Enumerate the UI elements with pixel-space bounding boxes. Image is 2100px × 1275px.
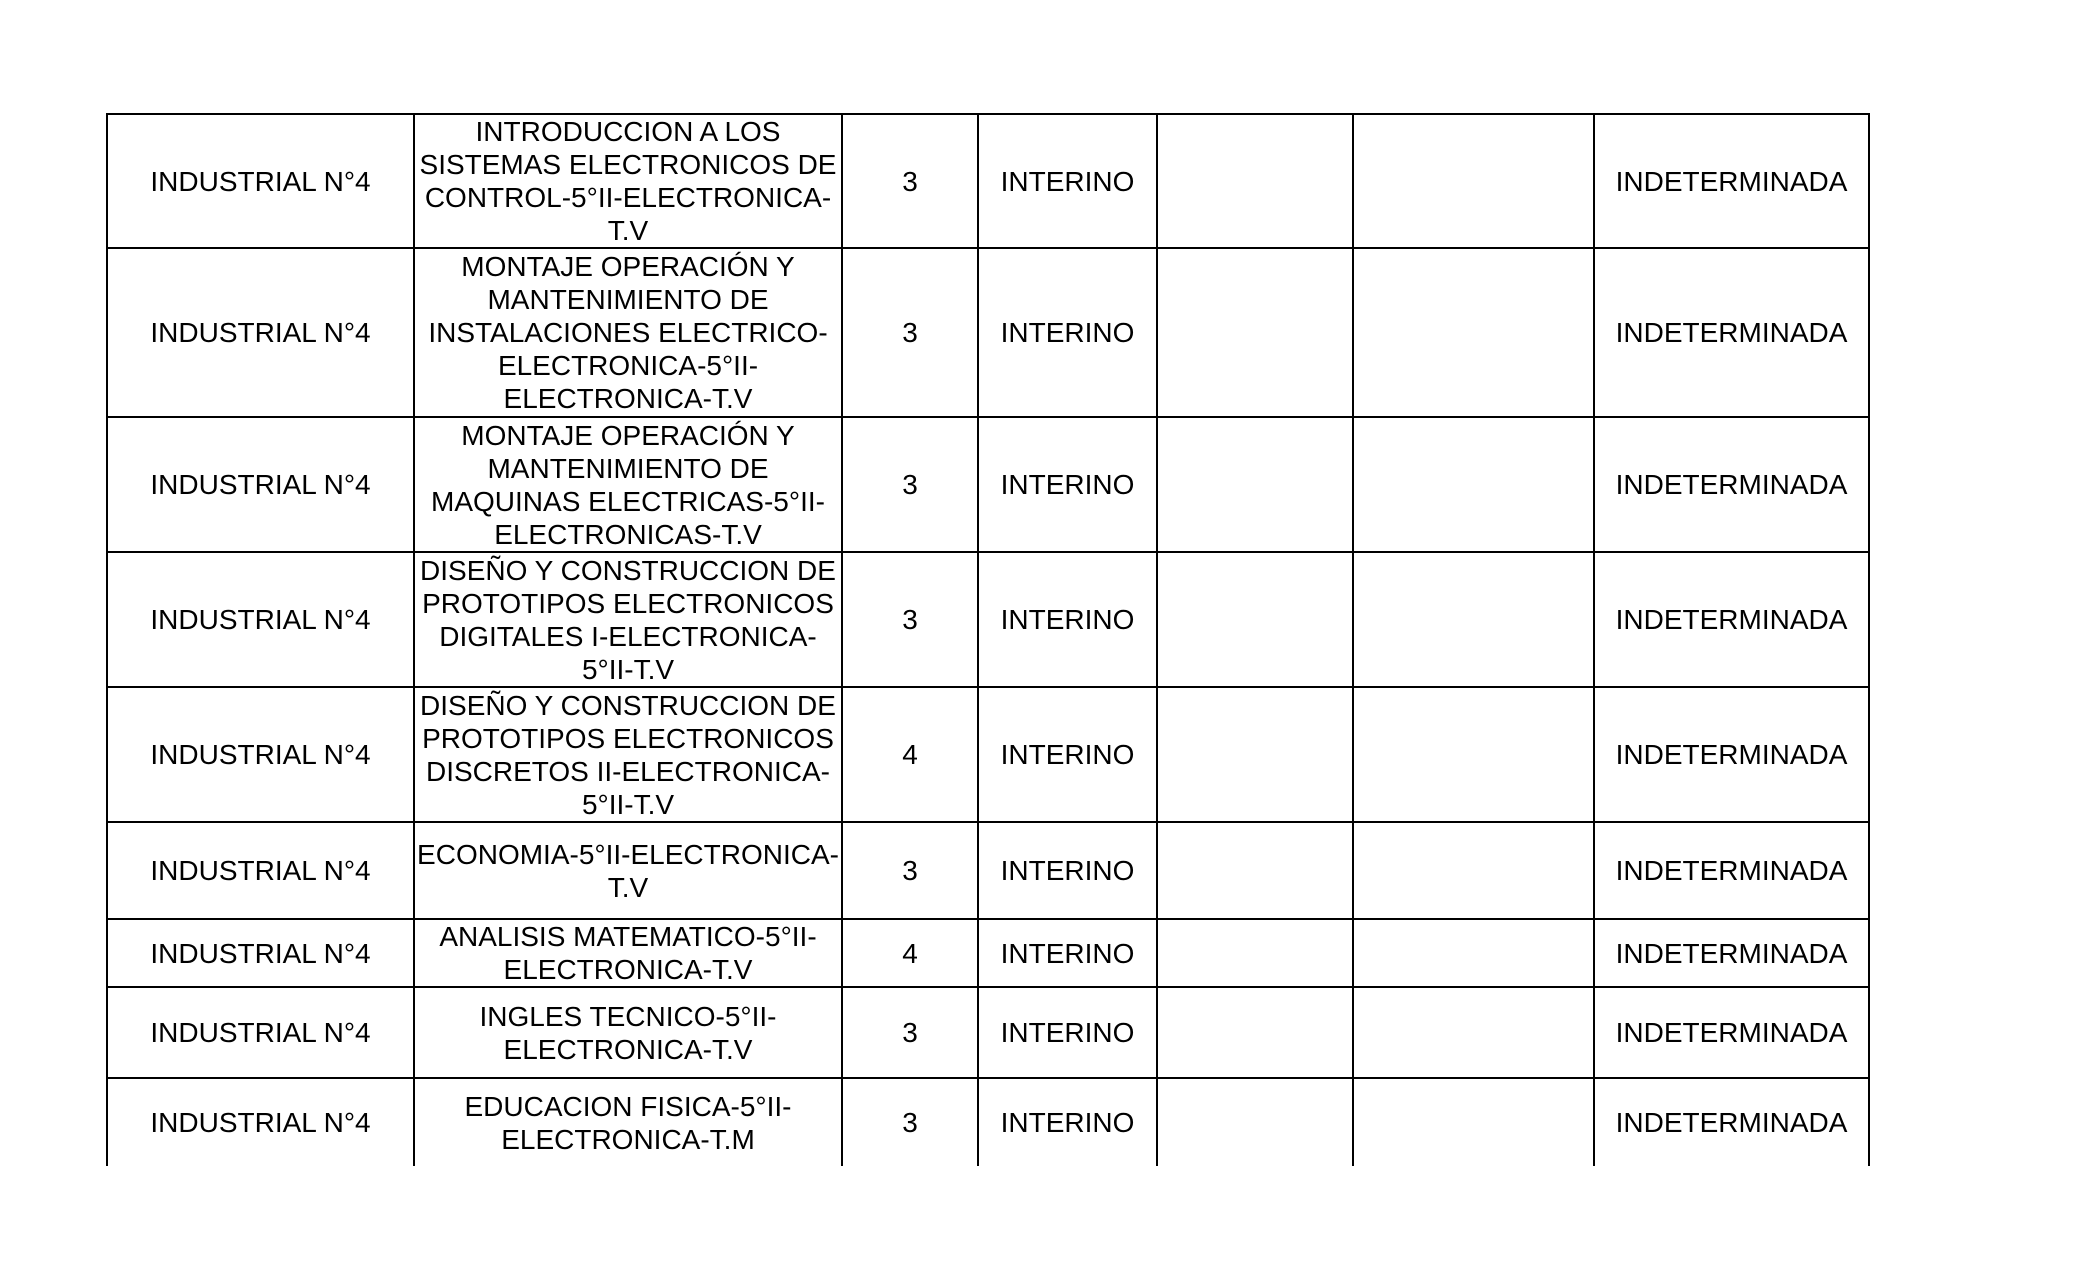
status-cell: INTERINO bbox=[978, 822, 1157, 919]
status-cell: INTERINO bbox=[978, 114, 1157, 248]
subject-cell: DISEÑO Y CONSTRUCCION DE PROTOTIPOS ELECTRONICOS DIGITALES I-ELECTRONICA-5°II-T.V bbox=[414, 552, 842, 687]
status-cell: INTERINO bbox=[978, 1078, 1157, 1166]
subject-cell: MONTAJE OPERACIÓN Y MANTENIMIENTO DE MAQUINAS ELECTRICAS-5°II-ELECTRONICAS-T.V bbox=[414, 417, 842, 552]
hours-cell: 3 bbox=[842, 114, 978, 248]
subject-cell: EDUCACION FISICA-5°II-ELECTRONICA-T.M bbox=[414, 1078, 842, 1166]
table-row bbox=[107, 919, 1869, 987]
status-cell: INTERINO bbox=[978, 987, 1157, 1078]
table-row bbox=[107, 552, 1869, 687]
empty-cell bbox=[1353, 417, 1594, 552]
subject-cell: MONTAJE OPERACIÓN Y MANTENIMIENTO DE INSTALACIONES ELECTRICO-ELECTRONICA-5°II-ELECTRONICA-T.V bbox=[414, 248, 842, 417]
subject-cell: DISEÑO Y CONSTRUCCION DE PROTOTIPOS ELECTRONICOS DISCRETOS II-ELECTRONICA-5°II-T.V bbox=[414, 687, 842, 822]
empty-cell bbox=[1157, 987, 1353, 1078]
hours-cell: 3 bbox=[842, 552, 978, 687]
school-cell: INDUSTRIAL N°4 bbox=[107, 552, 414, 687]
subject-cell: ECONOMIA-5°II-ELECTRONICA-T.V bbox=[414, 822, 842, 919]
empty-cell bbox=[1157, 687, 1353, 822]
school-cell: INDUSTRIAL N°4 bbox=[107, 114, 414, 248]
empty-cell bbox=[1353, 822, 1594, 919]
table-row bbox=[107, 822, 1869, 919]
table-row bbox=[107, 417, 1869, 552]
empty-cell bbox=[1353, 248, 1594, 417]
school-cell: INDUSTRIAL N°4 bbox=[107, 987, 414, 1078]
hours-cell: 3 bbox=[842, 248, 978, 417]
empty-cell bbox=[1157, 822, 1353, 919]
status-cell: INTERINO bbox=[978, 687, 1157, 822]
duration-cell: INDETERMINADA bbox=[1594, 822, 1869, 919]
duration-cell: INDETERMINADA bbox=[1594, 114, 1869, 248]
empty-cell bbox=[1157, 919, 1353, 987]
duration-cell: INDETERMINADA bbox=[1594, 1078, 1869, 1166]
hours-cell: 4 bbox=[842, 687, 978, 822]
table-body bbox=[107, 114, 1869, 1166]
hours-cell: 3 bbox=[842, 822, 978, 919]
empty-cell bbox=[1353, 687, 1594, 822]
subject-cell: ANALISIS MATEMATICO-5°II-ELECTRONICA-T.V bbox=[414, 919, 842, 987]
table-row bbox=[107, 248, 1869, 417]
duration-cell: INDETERMINADA bbox=[1594, 552, 1869, 687]
hours-cell: 4 bbox=[842, 919, 978, 987]
status-cell: INTERINO bbox=[978, 552, 1157, 687]
duration-cell: INDETERMINADA bbox=[1594, 919, 1869, 987]
empty-cell bbox=[1157, 552, 1353, 687]
table-row bbox=[107, 687, 1869, 822]
empty-cell bbox=[1157, 417, 1353, 552]
empty-cell bbox=[1353, 552, 1594, 687]
empty-cell bbox=[1353, 1078, 1594, 1166]
duration-cell: INDETERMINADA bbox=[1594, 987, 1869, 1078]
table-row bbox=[107, 114, 1869, 248]
table-row bbox=[107, 987, 1869, 1078]
empty-cell bbox=[1157, 114, 1353, 248]
empty-cell bbox=[1353, 919, 1594, 987]
vacancy-table bbox=[106, 113, 1870, 1166]
subject-cell: INGLES TECNICO-5°II-ELECTRONICA-T.V bbox=[414, 987, 842, 1078]
empty-cell bbox=[1353, 114, 1594, 248]
hours-cell: 3 bbox=[842, 417, 978, 552]
school-cell: INDUSTRIAL N°4 bbox=[107, 248, 414, 417]
status-cell: INTERINO bbox=[978, 417, 1157, 552]
subject-cell: INTRODUCCION A LOS SISTEMAS ELECTRONICOS DE CONTROL-5°II-ELECTRONICA-T.V bbox=[414, 114, 842, 248]
duration-cell: INDETERMINADA bbox=[1594, 417, 1869, 552]
status-cell: INTERINO bbox=[978, 919, 1157, 987]
empty-cell bbox=[1157, 248, 1353, 417]
status-cell: INTERINO bbox=[978, 248, 1157, 417]
duration-cell: INDETERMINADA bbox=[1594, 248, 1869, 417]
school-cell: INDUSTRIAL N°4 bbox=[107, 1078, 414, 1166]
empty-cell bbox=[1353, 987, 1594, 1078]
table-row bbox=[107, 1078, 1869, 1166]
hours-cell: 3 bbox=[842, 1078, 978, 1166]
school-cell: INDUSTRIAL N°4 bbox=[107, 687, 414, 822]
school-cell: INDUSTRIAL N°4 bbox=[107, 417, 414, 552]
school-cell: INDUSTRIAL N°4 bbox=[107, 822, 414, 919]
hours-cell: 3 bbox=[842, 987, 978, 1078]
duration-cell: INDETERMINADA bbox=[1594, 687, 1869, 822]
empty-cell bbox=[1157, 1078, 1353, 1166]
school-cell: INDUSTRIAL N°4 bbox=[107, 919, 414, 987]
